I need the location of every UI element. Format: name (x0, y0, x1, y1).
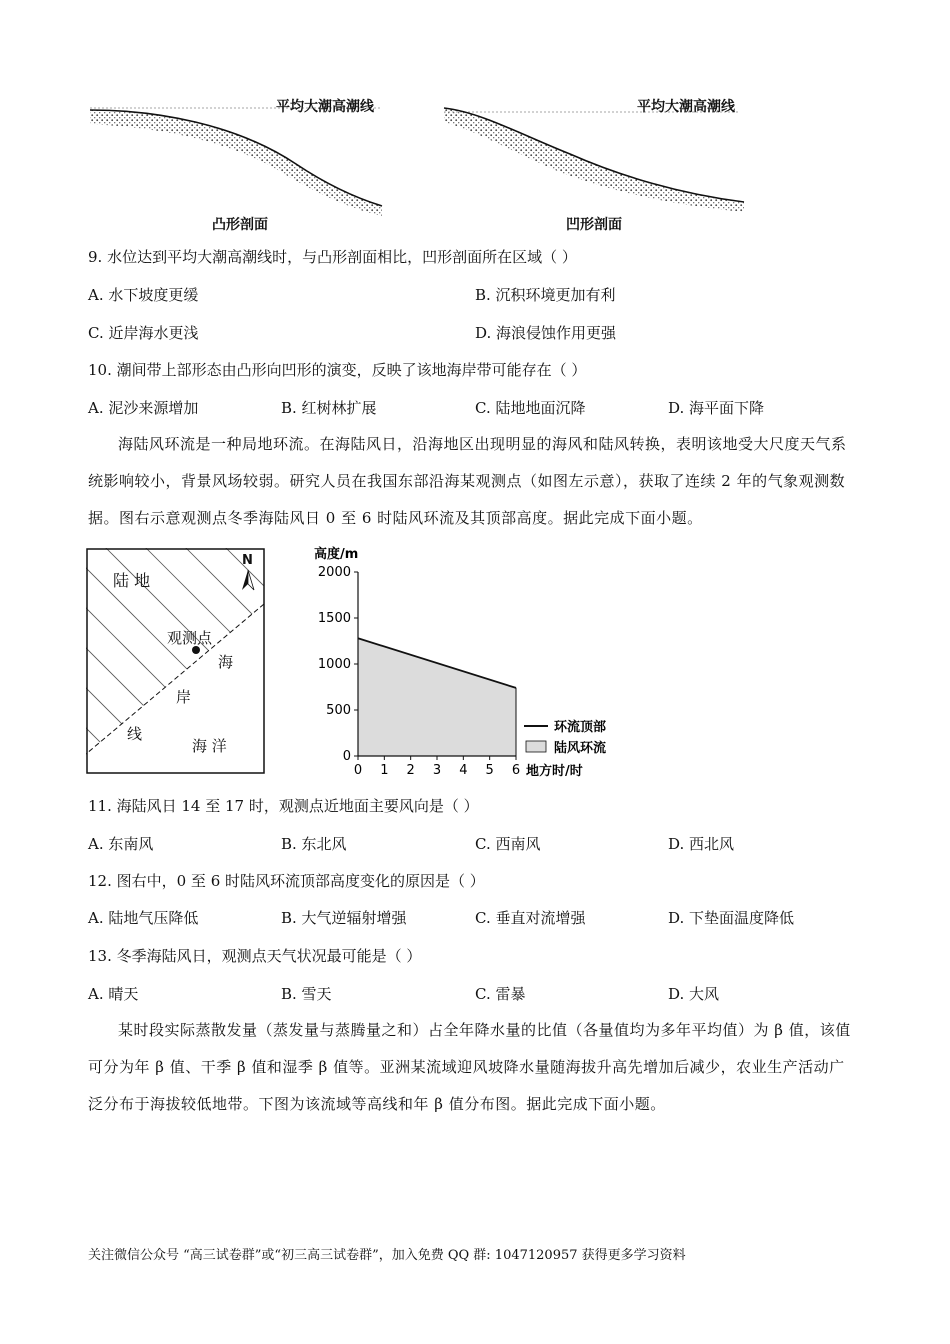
y-tick-label: 500 (326, 703, 351, 718)
map-coast-3: 线 (127, 725, 143, 743)
q13-stem: 13. 冬季海陆风日，观测点天气状况最可能是（ ） (88, 947, 422, 965)
chart-xlabel: 地方时/时 (526, 764, 583, 779)
concave-high-tide-label: 平均大潮高潮线 (637, 99, 735, 115)
page-footer: 关注微信公众号 “高三试卷群”或“初三高三试卷群”，加入免费 QQ 群: 1047120957 获得更多学习资料 (88, 1248, 686, 1263)
q10-option-b[interactable]: B. 红树林扩展 (281, 399, 377, 417)
map-north-label: N (242, 553, 253, 568)
q12-stem: 12. 图右中，0 至 6 时陆风环流顶部高度变化的原因是（ ） (88, 872, 485, 890)
x-tick-label: 3 (432, 763, 442, 778)
map-land-label: 陆 地 (113, 571, 151, 590)
land-breeze-area (358, 638, 516, 756)
y-tick-label: 1500 (317, 611, 351, 626)
x-tick-label: 5 (485, 763, 494, 778)
q12-option-d[interactable]: D. 下垫面温度降低 (668, 909, 795, 927)
x-tick-label: 2 (406, 763, 415, 778)
q13-option-a[interactable]: A. 晴天 (88, 985, 139, 1003)
land-breeze-chart (300, 542, 630, 782)
q10-option-a[interactable]: A. 泥沙来源增加 (88, 399, 199, 417)
chart-ylabel: 高度/m (314, 547, 359, 562)
q9-stem: 9. 水位达到平均大潮高潮线时，与凸形剖面相比，凹形剖面所在区域（ ） (88, 248, 577, 266)
y-tick-label: 1000 (317, 657, 351, 672)
q11-option-b[interactable]: B. 东北风 (281, 835, 347, 853)
legend-area-symbol (526, 741, 546, 752)
concave-profile-caption: 凹形剖面 (566, 217, 622, 233)
x-tick-label: 6 (511, 763, 521, 778)
q10-option-c[interactable]: C. 陆地地面沉降 (475, 399, 586, 417)
convex-profile-caption: 凸形剖面 (212, 217, 268, 233)
q12-option-a[interactable]: A. 陆地气压降低 (88, 909, 199, 927)
passage-beta-value: 某时段实际蒸散发量（蒸发量与蒸腾量之和）占全年降水量的比值（各量值均为多年平均值）为 β 值，该值可分为年 β 值、干季 β 值和湿季 β 值等。亚洲某流域迎风坡降水量随海拔升高先增加后减少，农业生产活动广泛分布于海拔较低地带。下图为该流域等高线和年 β 值分布图。据此完成下面小题。 (88, 1021, 851, 1113)
map-station-label: 观测点 (167, 629, 213, 647)
q12-option-c[interactable]: C. 垂直对流增强 (475, 909, 586, 927)
q9-option-c[interactable]: C. 近岸海水更浅 (88, 324, 199, 342)
q11-option-a[interactable]: A. 东南风 (88, 835, 154, 853)
legend-entry-area: 陆风环流 (554, 741, 607, 756)
q11-option-d[interactable]: D. 西北风 (668, 835, 735, 853)
x-tick-label: 0 (353, 763, 363, 778)
q10-stem: 10. 潮间带上部形态由凸形向凹形的演变，反映了该地海岸带可能存在（ ） (88, 361, 587, 379)
passage-sea-land-breeze: 海陆风环流是一种局地环流。在海陆风日，沿海地区出现明显的海风和陆风转换，表明该地受大尺度天气系统影响较小，背景风场较弱。研究人员在我国东部沿海某观测点（如图左示意），获取了连续 2 年的气象观测数据。图右示意观测点冬季海陆风日 0 至 6 时陆风环流及其顶部高度。据此完成下面小题。 (88, 435, 847, 527)
q11-stem: 11. 海陆风日 14 至 17 时，观测点近地面主要风向是（ ） (88, 797, 479, 815)
q9-option-b[interactable]: B. 沉积环境更加有利 (475, 286, 616, 304)
q10-option-d[interactable]: D. 海平面下降 (668, 399, 765, 417)
chart-legend (524, 719, 606, 756)
legend-entry-top: 环流顶部 (554, 720, 607, 735)
q13-option-c[interactable]: C. 雷暴 (475, 985, 526, 1003)
convex-high-tide-label: 平均大潮高潮线 (276, 99, 374, 115)
q9-option-a[interactable]: A. 水下坡度更缓 (88, 286, 199, 304)
q13-option-b[interactable]: B. 雪天 (281, 985, 332, 1003)
q13-option-d[interactable]: D. 大风 (668, 985, 720, 1003)
q11-option-c[interactable]: C. 西南风 (475, 835, 541, 853)
y-tick-label: 2000 (317, 565, 351, 580)
north-arrow-icon (242, 570, 254, 590)
map-ocean-label: 海 洋 (192, 737, 227, 755)
x-tick-label: 4 (459, 763, 468, 778)
y-tick-label: 0 (342, 749, 351, 764)
q9-option-d[interactable]: D. 海浪侵蚀作用更强 (475, 324, 617, 342)
map-coast-1: 海 (218, 653, 234, 671)
q12-option-b[interactable]: B. 大气逆辐射增强 (281, 909, 407, 927)
map-coast-2: 岸 (176, 688, 192, 706)
x-tick-label: 1 (380, 763, 389, 778)
